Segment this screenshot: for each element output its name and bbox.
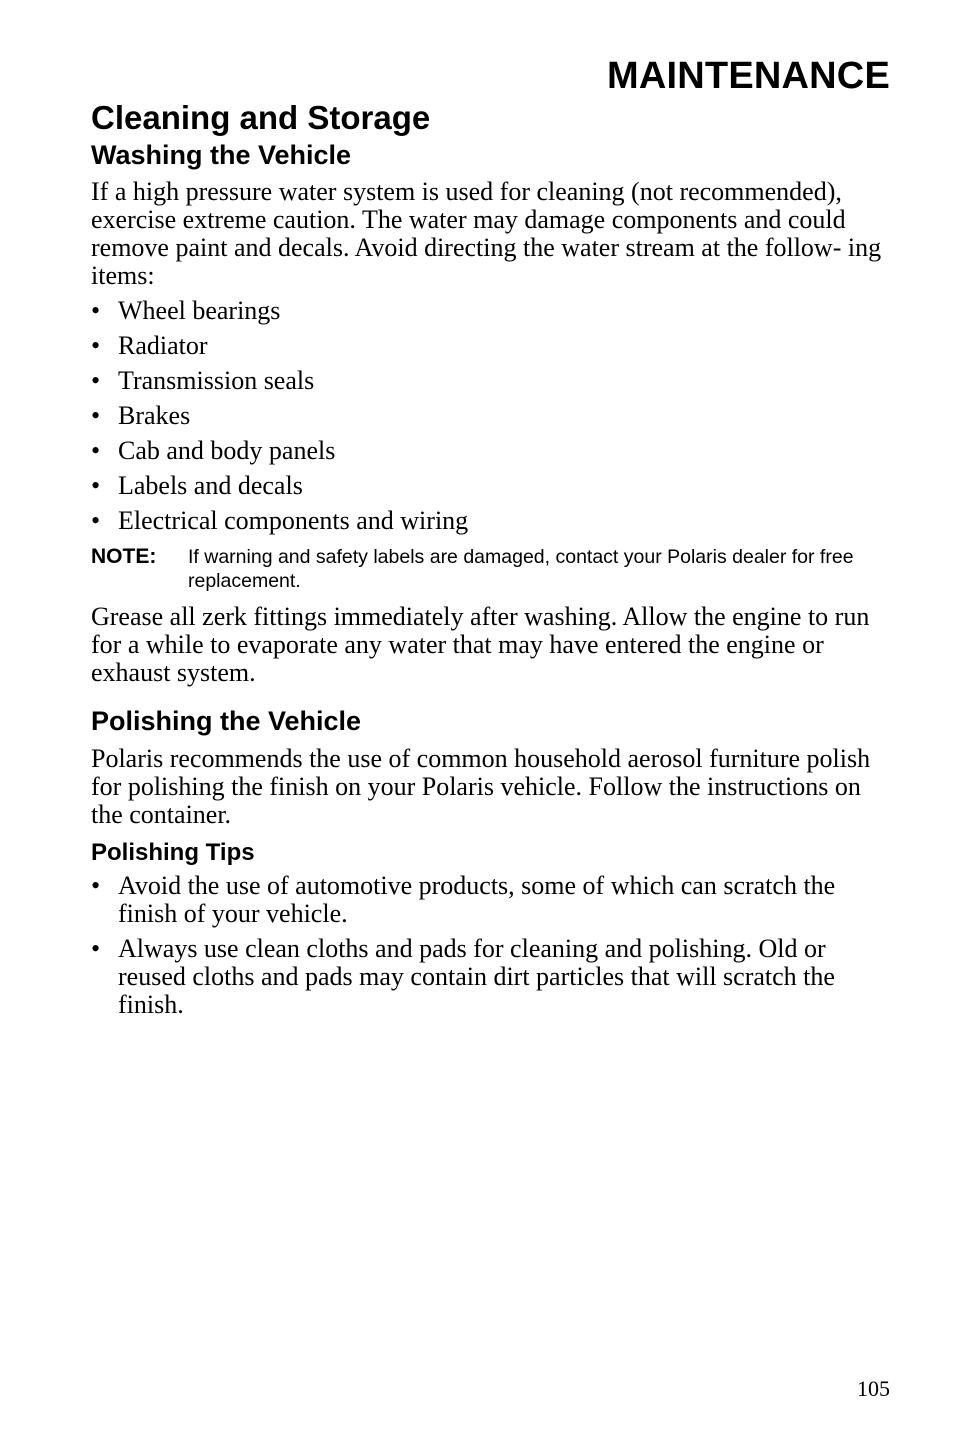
- bullet-icon: •: [91, 436, 101, 465]
- list-item: [91, 507, 890, 535]
- list-item-text: Brakes: [118, 401, 191, 430]
- list-item-text: Transmission seals: [118, 366, 315, 395]
- list-item-text: Wheel bearings: [118, 296, 281, 325]
- section-title: Cleaning and Storage: [91, 99, 431, 136]
- bullet-icon: •: [91, 331, 101, 360]
- washing-intro: If a high pressure water system is used for cleaning (not recommended), exercise extreme caution. The water may damage components and could remove paint and decals. Avoid directing the water stream at the follow- ing items:: [91, 177, 882, 290]
- polishing-tips-heading: Polishing Tips: [91, 839, 255, 866]
- list-item-text: Radiator: [118, 331, 208, 360]
- bullet-icon: •: [91, 471, 101, 500]
- note-block: [91, 545, 890, 593]
- washing-after-text: Grease all zerk fittings immediately after washing. Allow the engine to run for a while to evaporate any water that may have entered the engine or exhaust system.: [91, 602, 870, 687]
- list-item-text: Always use clean cloths and pads for cleaning and polishing. Old or reused cloths and pads may contain dirt particles that will scratch the finish.: [118, 934, 835, 1019]
- page-number: 105: [857, 1376, 890, 1401]
- list-item: [91, 437, 890, 465]
- bullet-icon: •: [91, 401, 101, 430]
- bullet-icon: •: [91, 871, 101, 900]
- list-item: [91, 472, 890, 500]
- list-item: [91, 872, 890, 928]
- chapter-title: MAINTENANCE: [607, 55, 890, 97]
- washing-avoid-list: [91, 297, 890, 535]
- list-item: [91, 402, 890, 430]
- note-text: If warning and safety labels are damaged, contact your Polaris dealer for free replacement.: [188, 546, 854, 592]
- washing-heading: Washing the Vehicle: [91, 140, 352, 170]
- list-item: [91, 332, 890, 360]
- bullet-icon: •: [91, 366, 101, 395]
- list-item-text: Electrical components and wiring: [118, 506, 469, 535]
- polishing-text: Polaris recommends the use of common household aerosol furniture polish for polishing the finish on your Polaris vehicle. Follow the instructions on the container.: [91, 744, 871, 829]
- page-content: [91, 97, 890, 1019]
- list-item: [91, 935, 890, 1019]
- manual-page: [91, 0, 890, 1454]
- bullet-icon: •: [91, 934, 101, 963]
- list-item-text: Labels and decals: [118, 471, 303, 500]
- list-item: [91, 297, 890, 325]
- polishing-tips-list: [91, 872, 890, 1019]
- note-label: NOTE:: [91, 545, 157, 568]
- list-item-text: Cab and body panels: [118, 436, 336, 465]
- bullet-icon: •: [91, 506, 101, 535]
- polishing-heading: Polishing the Vehicle: [91, 706, 362, 736]
- list-item-text: Avoid the use of automotive products, some of which can scratch the finish of your vehicle.: [118, 871, 836, 928]
- bullet-icon: •: [91, 296, 101, 325]
- list-item: [91, 367, 890, 395]
